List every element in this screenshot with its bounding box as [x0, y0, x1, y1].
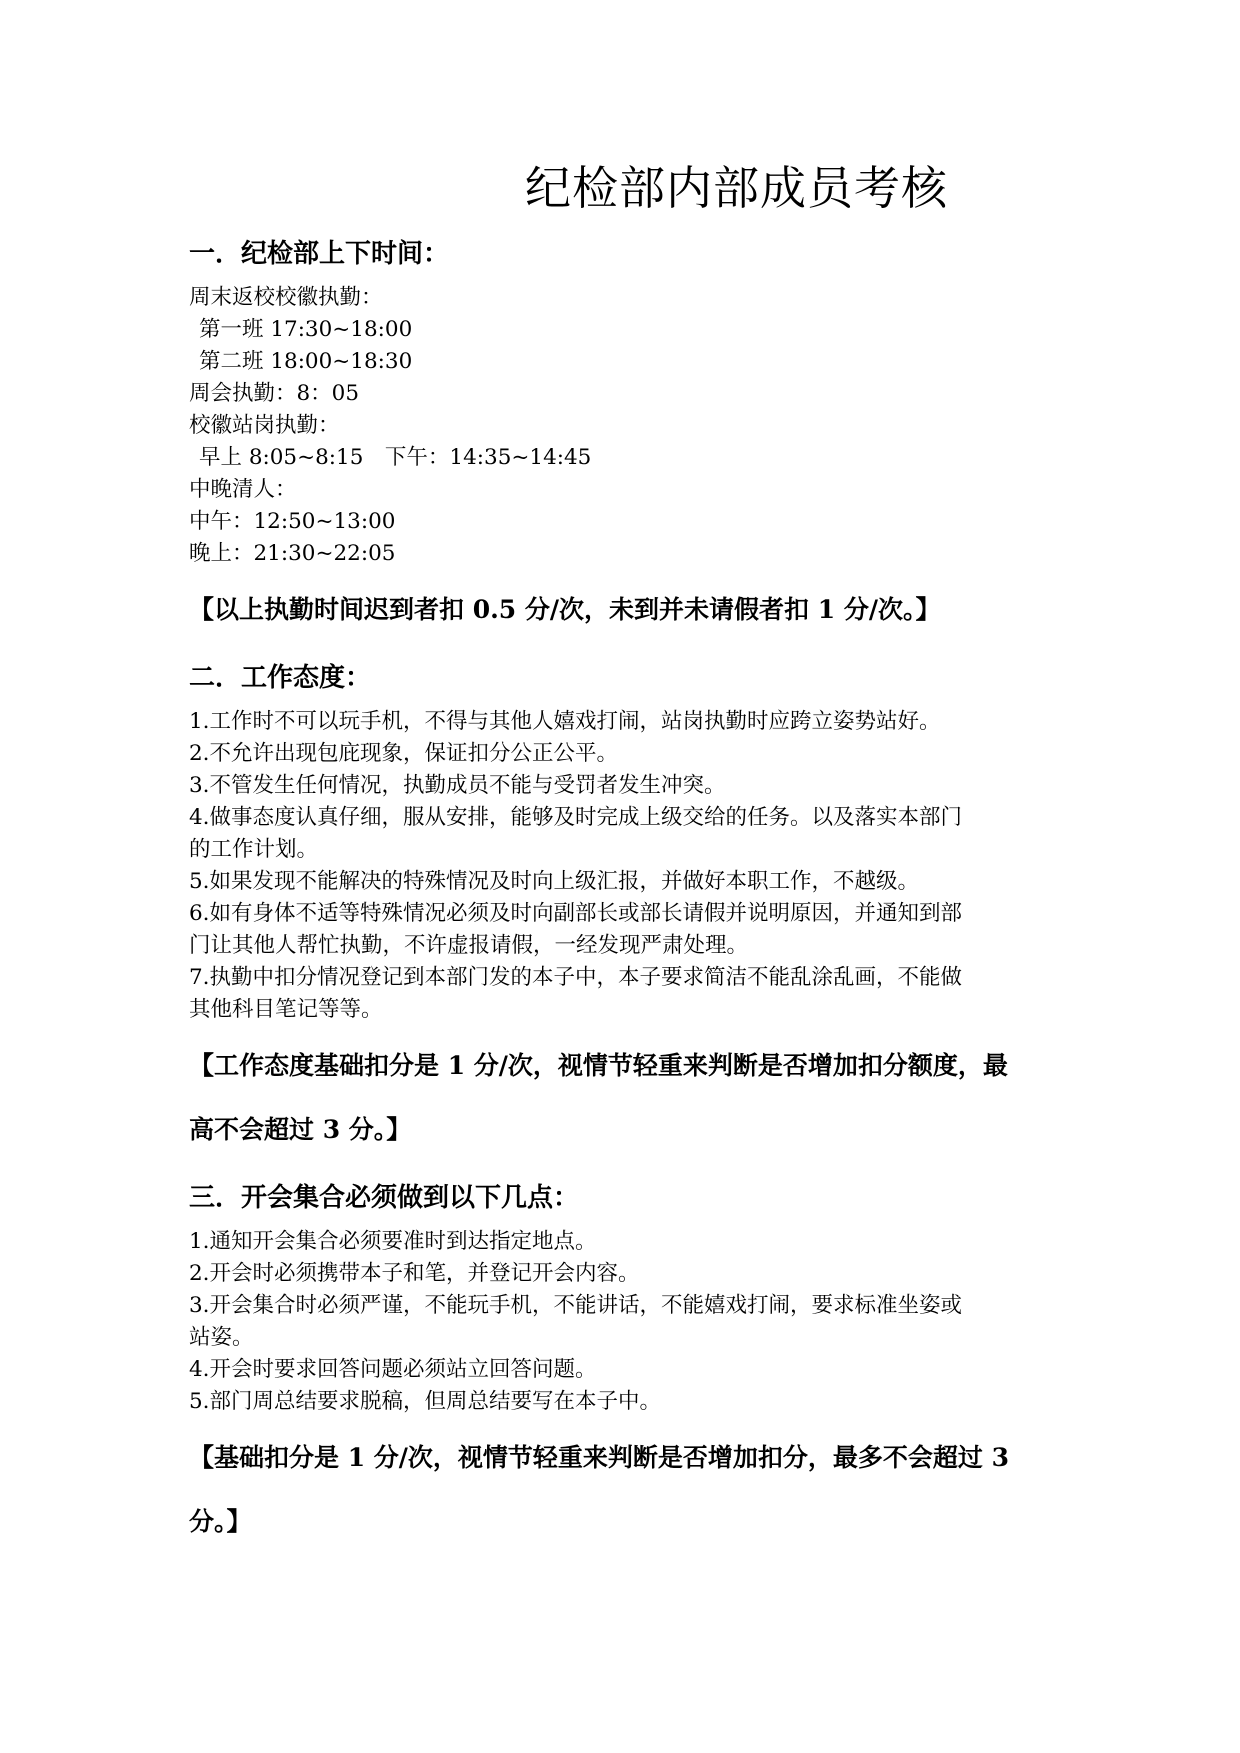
section1-line: 校徽站岗执勤： — [189, 413, 340, 438]
section3-line: 1.通知开会集合必须要准时到达指定地点。 — [189, 1229, 597, 1254]
section1-line: 中晚清人： — [189, 477, 297, 502]
section2-line: 门让其他人帮忙执勤，不许虚报请假，一经发现严肃处理。 — [189, 933, 749, 958]
section1-line: 早上 8:05~8:15 下午：14:35~14:45 — [199, 445, 592, 470]
section2-line: 4.做事态度认真仔细，服从安排，能够及时完成上级交给的任务。以及落实本部门 — [189, 805, 963, 830]
section1-line: 中午：12:50~13:00 — [189, 509, 396, 534]
section2-note-line2: 高不会超过 3 分。】 — [189, 1115, 412, 1144]
section2-line: 3.不管发生任何情况，执勤成员不能与受罚者发生冲突。 — [189, 773, 726, 798]
section1-heading: 一．纪检部上下时间： — [189, 239, 450, 269]
section1-line: 第一班 17:30~18:00 — [199, 317, 413, 342]
section2-heading: 二．工作态度： — [189, 663, 372, 693]
section3-note-line1: 【基础扣分是 1 分/次，视情节轻重来判断是否增加扣分，最多不会超过 3 — [189, 1443, 1010, 1472]
section3-line: 5.部门周总结要求脱稿，但周总结要写在本子中。 — [189, 1389, 662, 1414]
section1-line: 第二班 18:00~18:30 — [199, 349, 413, 374]
section1-line: 周末返校校徽执勤： — [189, 285, 383, 310]
section2-line: 其他科目笔记等等。 — [189, 997, 383, 1022]
section2-note-line1: 【工作态度基础扣分是 1 分/次，视情节轻重来判断是否增加扣分额度，最 — [189, 1051, 1008, 1080]
section3-line: 站姿。 — [189, 1325, 254, 1350]
section2-line: 1.工作时不可以玩手机，不得与其他人嬉戏打闹，站岗执勤时应跨立姿势站好。 — [189, 709, 941, 734]
document-title: 纪检部内部成员考核 — [525, 161, 948, 215]
section2-line: 6.如有身体不适等特殊情况必须及时向副部长或部长请假并说明原因，并通知到部 — [189, 901, 963, 926]
section1-line: 周会执勤：8：05 — [189, 381, 360, 406]
section3-heading: 三．开会集合必须做到以下几点： — [189, 1183, 580, 1213]
section2-line: 5.如果发现不能解决的特殊情况及时向上级汇报，并做好本职工作，不越级。 — [189, 869, 920, 894]
section1-line: 晚上：21:30~22:05 — [189, 541, 396, 566]
section2-line: 7.执勤中扣分情况登记到本部门发的本子中，本子要求简洁不能乱涂乱画，不能做 — [189, 965, 963, 990]
section2-line: 2.不允许出现包庇现象，保证扣分公正公平。 — [189, 741, 619, 766]
section3-line: 3.开会集合时必须严谨，不能玩手机，不能讲话，不能嬉戏打闹，要求标准坐姿或 — [189, 1293, 963, 1318]
section1-note: 【以上执勤时间迟到者扣 0.5 分/次，未到并未请假者扣 1 分/次。】 — [189, 595, 941, 624]
section3-line: 2.开会时必须携带本子和笔，并登记开会内容。 — [189, 1261, 640, 1286]
section3-note-line2: 分。】 — [189, 1507, 252, 1536]
section2-line: 的工作计划。 — [189, 837, 319, 862]
section3-line: 4.开会时要求回答问题必须站立回答问题。 — [189, 1357, 597, 1382]
